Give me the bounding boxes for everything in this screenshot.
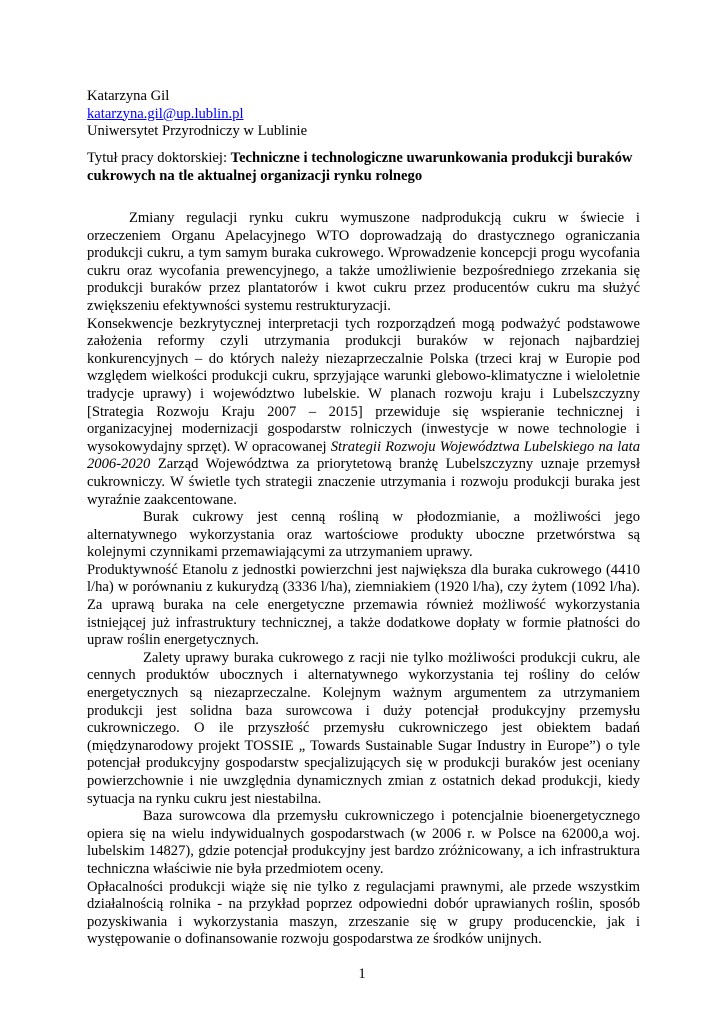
thesis-label: Tytuł pracy doktorskiej: — [87, 150, 231, 166]
paragraph-text: Konsekwencje bezkrytycznej interpretacji tych rozporządzeń mogą podważyć podstawowe założenia reformy czyli utrzymania produkcji buraków w rejonach najbardziej konkurencyjnych – do których należy niezaprzeczalnie Polska (trzeci kraj w Europie pod względem wielkości produkcji cukru, sprzyjające warunki glebowo-klimatyczne i wieloletnie tradycje uprawy) i województwo lubelskie. W planach rozwoju kraju i Lubelszczyzny [Strategia Rozwoju Kraju 2007 – 2015] przewiduje się wspieranie technicznej i organizacyjnej modernizacji gospodarstw rolniczych (inwestycje w nowe technologie i wysokowydajny sprzęt). W opracowanej — [87, 315, 640, 455]
author-email-link[interactable]: katarzyna.gil@up.lublin.pl — [87, 105, 244, 122]
author-affiliation: Uniwersytet Przyrodniczy w Lublinie — [87, 123, 308, 140]
strategy-title-italic: Strategii Rozwoju Województwa Lubelskiego na lata 2006-2020 — [87, 438, 640, 473]
paragraph: Zalety uprawy buraka cukrowego z racji nie tylko możliwości produkcji cukru, ale cennych produktów ubocznych i alternatywnego wykorzystania tej rośliny do celów energetycznych są niezaprzeczalne. Kolejnym ważnym argumentem za utrzymaniem produkcji jest solidna baza surowcowa i duży potencjał produkcyjny przemysłu cukrowniczego. O ile przyszłość przemysłu cukrowniczego jest obiektem badań (międzynarodowy projekt TOSSIE „ Towards Sustainable Sugar Industry in Europe”) o tyle potencjał produkcyjny gospodarstw specjalizujących się w produkcji buraków jest oceniany powierzchownie i nie uwzględnia dynamicznych zmian z ostatnich dekad produkcji, kiedy sytuacja na rynku cukru jest niestabilna. — [87, 649, 640, 807]
author-name: Katarzyna Gil — [87, 88, 170, 104]
thesis-title-block — [87, 150, 640, 185]
page-number: 1 — [358, 966, 366, 982]
paragraph: Zmiany regulacji rynku cukru wymuszone nadprodukcją cukru w świecie i orzeczeniem Organu Apelacyjnego WTO doprowadzają do drastycznego ograniczania produkcji cukru, a tym samym buraka cukrowego. Wprowadzenie koncepcji progu wycofania cukru oraz wycofania prewencyjnego, a także umożliwienie bezpośredniego zrzekania się produkcji buraków przez plantatorów i kwot cukru przez producentów cukru ma służyć zwiększeniu efektywności systemu restrukturyzacji. — [87, 210, 640, 314]
thesis-title: Techniczne i technologiczne uwarunkowania produkcji buraków cukrowych na tle aktualnej organizacji rynku rolnego — [87, 150, 633, 184]
paragraph — [87, 316, 640, 510]
paragraph: Opłacalności produkcji wiąże się nie tylko z regulacjami prawnymi, ale przede wszystkim działalnością rolnika - na przykład poprzez odpowiedni dobór uprawianych roślin, sposób pozyskiwania i wykorzystania maszyn, zrzeszanie się w grupy producenckie, jak i występowanie o dofinansowanie rozwoju gospodarstwa ze środków unijnych. — [87, 878, 640, 948]
paragraph-text: Zarząd Województwa za priorytetową branżę Lubelszczyzny uznaje przemysł cukrowniczy. W świetle tych strategii znaczenie utrzymania i rozwoju produkcji buraka jest wyraźnie zaakcentowane. — [87, 456, 640, 508]
paragraph: Produktywność Etanolu z jednostki powierzchni jest największa dla buraka cukrowego (4410 l/ha) w porównaniu z kukurydzą (3336 l/ha), ziemniakiem (1920 l/ha), czy żytem (1092 l/ha). Za uprawą buraka na cele energetyczne przemawia również możliwość wykorzystania istniejącej już infrastruktury technicznej, a także dodatkowe dopłaty w formie płatności do upraw roślin energetycznych. — [87, 561, 640, 649]
paragraph: Baza surowcowa dla przemysłu cukrowniczego i potencjalnie bioenergetycznego opiera się na wielu indywidualnych gospodarstwach (w 2006 r. w Polsce na 62000,a woj. lubelskim 14827), gdzie potencjał produkcyjny jest bardzo zróżnicowany, a ich infrastruktura techniczna właściwie nie była przedmiotem oceny. — [87, 808, 640, 877]
document-body — [87, 210, 640, 949]
author-block — [87, 88, 647, 141]
paragraph: Burak cukrowy jest cenną rośliną w płodozmianie, a możliwości jego alternatywnego wykorzystania oraz wartościowe produkty uboczne przetwórstwa są kolejnymi czynnikami przemawiającymi za utrzymaniem uprawy. — [87, 509, 640, 561]
